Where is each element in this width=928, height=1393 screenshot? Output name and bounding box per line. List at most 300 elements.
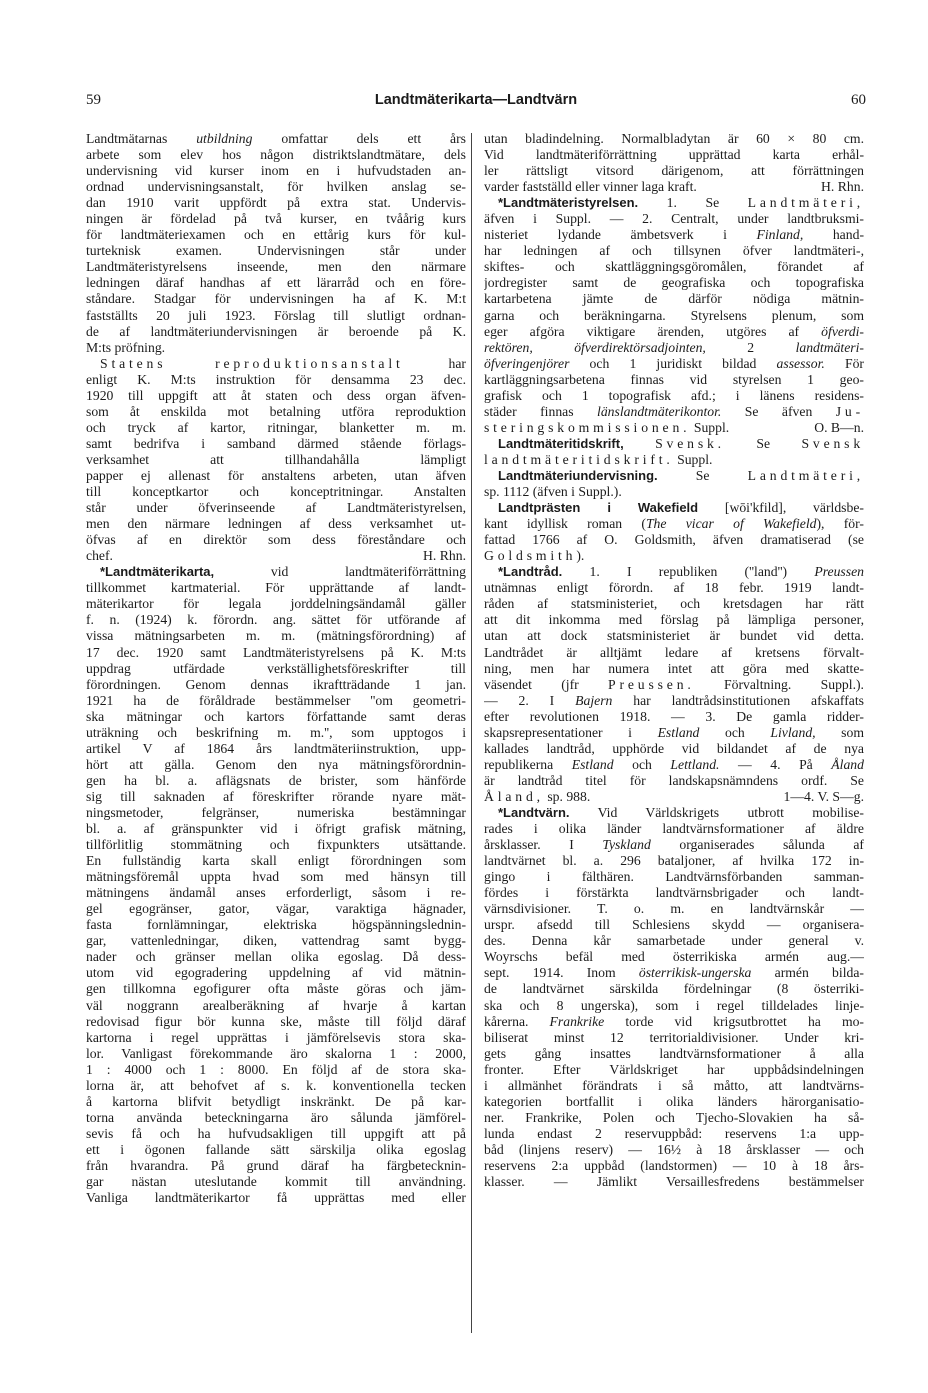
- text-line: [86, 147, 466, 163]
- entry-headword: Landtmäteriundervisning.: [498, 467, 658, 483]
- text-run: ler rättsligt vitsord därigenom, att förrättningen: [484, 163, 864, 179]
- text-run: — 2. I: [484, 692, 576, 708]
- text-line: [86, 420, 466, 436]
- text-run: artikel V af 1864 års landtmäteriinstruktion, upp-: [86, 740, 466, 756]
- text-run: 1. I republiken (''land''): [562, 564, 815, 580]
- text-run: sp. 988.: [543, 788, 591, 804]
- text-run: ).: [576, 548, 585, 564]
- text-run: urspr. afsedd till Schlesiens skydd — organisera-: [484, 917, 864, 933]
- text-line: [86, 677, 466, 693]
- text-run: de landtvärnet särskilda fördelningar (8 österriki-: [484, 981, 864, 997]
- text-run: 1—4. V. S—g.: [783, 788, 864, 804]
- text-line: [86, 933, 466, 949]
- text-run: [624, 436, 655, 451]
- text-run: båd (linjens reserv) — 16½ à 18 årsklasser — och: [484, 1141, 864, 1157]
- text-line: [484, 211, 864, 227]
- text-run: 2: [705, 339, 796, 355]
- text-run: Estland: [657, 724, 700, 740]
- text-run: Landtmäteri,: [747, 195, 864, 211]
- text-run: grafisk och 1 topografisk afd.; i länens residens-: [484, 387, 864, 403]
- text-run: kant idyllisk roman (: [484, 516, 646, 532]
- text-run: ståndare. Stadgar för undervisningen ha af K. M:t: [86, 291, 466, 307]
- text-run: Vid landtmäteriförrättning upprättad karta erhål-: [484, 147, 864, 163]
- text-run: rektören, öfverdirektörsadjointen,: [484, 339, 706, 355]
- text-run: redovisad figur bör kunna ske, måste till följd däraf: [86, 1013, 466, 1029]
- text-line: [484, 500, 864, 516]
- text-line: [86, 163, 466, 179]
- text-line: [86, 853, 466, 869]
- text-run: des. Denna kår samarbetade under general v.: [484, 933, 864, 949]
- text-line: [86, 195, 466, 211]
- text-run: gets gång insattes landtvärnsformationer å alla: [484, 1045, 864, 1061]
- text-run: Vid Världskrigets utbrott mobilise-: [569, 804, 864, 820]
- text-line: [484, 869, 864, 885]
- text-line: [484, 741, 864, 757]
- text-line: [484, 981, 864, 997]
- text-line: [484, 933, 864, 949]
- text-run: gel egogränser, gator, vägar, varaktiga hägnader,: [86, 901, 466, 917]
- text-run: fastställts 20 juli 1923. Förslag till slutligt ordnan-: [86, 307, 466, 323]
- text-run: Finland,: [756, 227, 804, 243]
- text-line: [86, 949, 466, 965]
- text-run: ), för-: [816, 516, 864, 532]
- text-line: [484, 404, 864, 420]
- text-run: O. B—n.: [814, 419, 864, 435]
- text-line: [86, 773, 466, 789]
- text-run: undervisning vid kurser inom en i hufvudstaden an-: [86, 163, 466, 179]
- left-column: [86, 131, 466, 1206]
- text-line: [484, 998, 864, 1014]
- text-run: kårerna.: [484, 1013, 550, 1029]
- page-number-right: 60: [851, 92, 866, 108]
- text-line: [86, 917, 466, 933]
- text-line: [484, 709, 864, 725]
- text-run: Woyrschs befäl med österrikiska armén aug.—: [484, 949, 864, 965]
- text-run: ska och 8 ungerska), som i regel tilldelades linje-: [484, 997, 864, 1013]
- text-line: [484, 356, 864, 372]
- text-run: att dit inkomma med förslag på lämpliga personer,: [484, 612, 864, 628]
- text-run: 1 : 4000 och 1 : 8000. En följd af de stora ska-: [86, 1061, 466, 1077]
- text-run: eger afgöra viktigare ärenden, utgöres af: [484, 323, 822, 339]
- text-run: skiftes- och skattläggningsgöromålen, förandet af: [484, 259, 864, 275]
- text-line: [484, 291, 864, 307]
- text-line: [86, 179, 466, 195]
- text-line: [86, 645, 466, 661]
- text-line: [86, 340, 466, 356]
- text-run: lor. Vanligast förekommande äro skalorna 1 : 2000,: [86, 1045, 466, 1061]
- text-run: verksamhet att tillhandahålla lämpligt: [86, 451, 466, 467]
- text-line: [86, 211, 466, 227]
- text-run: H. Rhn.: [821, 179, 864, 195]
- text-run: länslandtmäterikontor.: [597, 403, 722, 419]
- text-run: kallades landtråd, upphörde vid bildandet af de nya: [484, 740, 864, 756]
- text-run: utbildning: [196, 131, 253, 146]
- text-line: [86, 1030, 466, 1046]
- text-line: [86, 324, 466, 340]
- text-run: Landtrådet är alltjämt ledare af kretsens förvalt-: [484, 644, 864, 660]
- column-rule: [471, 133, 472, 1333]
- text-run: mäterikartor för legala jorddelningsändamål gäller: [86, 596, 466, 612]
- text-run: råden af statsministeriet, och kretsdagen har rätt: [484, 596, 864, 612]
- text-line: [86, 821, 466, 837]
- text-run: å kartorna blifvit betydligt inskränkt. De på kar-: [86, 1093, 466, 1109]
- text-line: [86, 741, 466, 757]
- text-line: [484, 420, 864, 436]
- text-run: ningsmetoder, felgränser, numeriska bestämningar: [86, 804, 466, 820]
- text-run: [wōi'kfild], världsbe-: [698, 500, 864, 516]
- text-run: ordnad undervisningsanstalt, för hvilken anslag se-: [86, 179, 466, 195]
- text-line: [86, 661, 466, 677]
- text-line: [86, 901, 466, 917]
- text-run: Statens reproduktionsanstalt: [100, 355, 404, 371]
- text-run: lunda endast 2 reservuppbåd: reservens 1:a upp-: [484, 1125, 864, 1141]
- text-line: [86, 516, 466, 532]
- entry-headword: *Landtmäteristyrelsen.: [498, 195, 639, 211]
- text-line: [86, 564, 466, 580]
- text-run: torna använda beteckningarna äro sålunda jämförel-: [86, 1109, 466, 1125]
- text-line: [484, 548, 864, 564]
- text-line: [86, 981, 466, 997]
- text-line: [484, 885, 864, 901]
- text-line: [484, 1094, 864, 1110]
- text-run: vid landtmäteriförrättning: [214, 564, 466, 580]
- text-line: [484, 468, 864, 484]
- text-run: Suppl.: [673, 451, 713, 467]
- text-run: tillkommet kartmaterial. För upprättande af landt-: [86, 580, 466, 596]
- text-line: [86, 1190, 466, 1206]
- text-line: [484, 1126, 864, 1142]
- text-run: Se: [657, 467, 748, 483]
- text-run: nisteriet lydande ämbetsverk i: [484, 227, 757, 243]
- text-run: de af landtmäteriundervisningen är beroende på K.: [86, 323, 466, 339]
- text-run: äfven i Suppl. — 2. Centralt, under landtbruksmi-: [484, 211, 864, 227]
- text-line: [484, 645, 864, 661]
- text-line: [86, 869, 466, 885]
- text-run: uppdrag utfärdade verkställighetsföreskrifter till: [86, 660, 466, 676]
- text-run: Vanliga landtmäterikartor få upprättas med eller: [86, 1190, 466, 1206]
- text-line: [484, 1174, 864, 1190]
- text-line: [484, 372, 864, 388]
- text-run: kartläggningsarbetena finnas vid styrelsen 1 geo-: [484, 371, 864, 387]
- text-line: [86, 596, 466, 612]
- text-line: [86, 275, 466, 291]
- text-line: [86, 404, 466, 420]
- text-line: [86, 372, 466, 388]
- text-line: [86, 532, 466, 548]
- text-run: organiserades sålunda af: [650, 837, 864, 853]
- text-line: [86, 308, 466, 324]
- text-run: och tryck af kartor, ritningar, blanketter m. m.: [86, 419, 466, 435]
- text-run: enligt K. M:ts instruktion för densamma 23 dec.: [86, 371, 466, 387]
- text-run: uträkning och beskrifning m. m.'', som upptogos i: [86, 724, 466, 740]
- text-run: Se äfven: [721, 403, 836, 419]
- text-run: ner. Frankrike, Polen och Tjecho-Slovakien ha så-: [484, 1109, 864, 1125]
- text-run: För: [824, 355, 864, 371]
- text-line: [484, 628, 864, 644]
- text-run: Landtmätarnas: [86, 131, 197, 146]
- text-run: öfvas af en direktör som dess föreståndare och: [86, 532, 466, 548]
- text-line: [86, 1046, 466, 1062]
- text-line: [86, 965, 466, 981]
- text-line: [484, 596, 864, 612]
- text-line: [86, 1126, 466, 1142]
- text-run: Förvaltning. Suppl.).: [694, 676, 864, 692]
- text-run: Se: [724, 435, 802, 451]
- text-line: [86, 837, 466, 853]
- page-number-left: 59: [86, 92, 101, 108]
- text-run: men den närmare ledningen af dess verksamhet ut-: [86, 516, 466, 532]
- text-run: The vicar of Wakefield: [645, 516, 817, 532]
- text-run: öfveringenjörer: [484, 355, 570, 371]
- text-run: Ju-: [835, 403, 864, 419]
- text-run: ningen är fördelad på två kurser, en tvåårig kurs: [86, 211, 466, 227]
- text-run: assessor.: [776, 355, 825, 371]
- text-run: utan bladindelning. Normalbladytan är 60 × 80 cm.: [484, 131, 864, 146]
- text-line: [484, 1142, 864, 1158]
- text-line: [86, 1158, 466, 1174]
- text-run: mätningens ändamål anses erforderligt, såsom i re-: [86, 885, 466, 901]
- text-line: [86, 709, 466, 725]
- text-run: turteknisk examen. Undervisningen står under: [86, 243, 466, 259]
- text-line: [484, 179, 864, 195]
- text-line: [484, 949, 864, 965]
- text-line: [86, 436, 466, 452]
- text-line: [86, 1062, 466, 1078]
- entry-headword: *Landtråd.: [498, 564, 563, 580]
- text-line: [484, 677, 864, 693]
- text-run: står under öfverinseende af Landtmäteristyrelsen,: [86, 500, 466, 516]
- text-run: hand-: [803, 227, 864, 243]
- text-run: utnämnas enligt förordn. af 18 febr. 1919 landt-: [484, 580, 864, 596]
- text-run: väsendet (jfr: [484, 676, 609, 692]
- text-run: garna och beräkningarna. Styrelsens plenum, som: [484, 307, 864, 323]
- text-line: [86, 580, 466, 596]
- text-run: sevis få och ha hufvudsakligen till uppgift att på: [86, 1125, 466, 1141]
- text-run: Livland,: [770, 724, 816, 740]
- right-column: [484, 131, 864, 1190]
- text-run: värnsdivisioner. T. o. m. en landtvärnskår —: [484, 901, 864, 917]
- text-run: hört att gälla. Genom den nya mätningsförordnin-: [86, 756, 466, 772]
- text-line: [86, 1174, 466, 1190]
- text-line: [86, 468, 466, 484]
- entry-headword: *Landtmäterikarta,: [100, 564, 215, 580]
- text-line: [86, 725, 466, 741]
- text-run: gen ha bl. a. aflägsnats de brister, som hänförde: [86, 772, 466, 788]
- text-run: från hvarandra. På grund däraf ha färgbetecknin-: [86, 1158, 466, 1173]
- text-run: papper ej allenast för anstaltens arbeten, utan äfven: [86, 467, 466, 483]
- text-run: kartarbetena jämte de därför nödiga mätnin-: [484, 291, 864, 307]
- text-run: skapsrepresentationer i: [484, 724, 658, 740]
- text-run: landtmäteri-: [795, 339, 864, 355]
- text-line: [484, 901, 864, 917]
- text-line: [86, 628, 466, 644]
- text-run: rades i olika länder landtvärnsformationer af äldre: [484, 821, 864, 837]
- text-line: [484, 452, 864, 468]
- text-run: armén bilda-: [751, 965, 864, 981]
- text-line: [484, 1046, 864, 1062]
- text-run: gen tillkomna egofigurer ofta måste göras och jäm-: [86, 981, 466, 997]
- text-line: [86, 131, 466, 147]
- text-run: fördes i förstärkta landtvärnsbrigader och landt-: [484, 885, 864, 901]
- text-line: [484, 821, 864, 837]
- text-run: — 4. På: [719, 756, 832, 772]
- text-line: [484, 436, 864, 452]
- text-run: jordregister samt de geografiska och topografiska: [484, 275, 864, 291]
- text-line: [484, 757, 864, 773]
- text-run: och: [613, 756, 671, 772]
- text-run: landtmäteritidskrift.: [484, 451, 674, 467]
- text-run: har landtrådsinstitutionen afskaffats: [612, 692, 864, 708]
- text-line: [484, 725, 864, 741]
- text-run: 1921 ha de föråldrade bestämmelser ''om geometri-: [86, 692, 466, 708]
- text-line: [484, 1078, 864, 1094]
- text-run: som åt enskilda mot betalning utföra reproduktion: [86, 403, 466, 419]
- text-run: Åland: [831, 756, 864, 772]
- text-run: Frankrike: [549, 1013, 605, 1029]
- text-line: [484, 564, 864, 580]
- text-line: [86, 1094, 466, 1110]
- text-run: till konceptkartor och konceptritningar. Anstalten: [86, 484, 466, 500]
- text-line: [86, 291, 466, 307]
- text-run: är landtråd titel för landskapsnämndens ordf. Se: [484, 772, 864, 788]
- text-run: 1920 till uppgift att åt staten och dess organ äfven-: [86, 387, 466, 403]
- text-line: [484, 853, 864, 869]
- text-run: kategorien bortfallit i olika länders härorganisatio-: [484, 1093, 864, 1109]
- text-line: [484, 308, 864, 324]
- text-run: M:ts pröfning.: [86, 339, 166, 355]
- text-line: [484, 227, 864, 243]
- text-run: omfattar dels ett års: [252, 131, 466, 146]
- text-run: torde vid krigsutbrottet ha mo-: [604, 1013, 864, 1029]
- text-line: [484, 965, 864, 981]
- text-run: Landtmäteristyrelsens inseende, men den närmare: [86, 259, 466, 275]
- text-run: arbete som elev hos någon distriktslandtmätare, dels: [86, 147, 466, 163]
- text-line: [484, 580, 864, 596]
- text-run: efter revolutionen 1918. — 3. De gamla ridder-: [484, 708, 864, 724]
- text-run: ning, men har numera intet att göra med skatte-: [484, 660, 864, 676]
- text-run: fattad 1766 af O. Goldsmith, äfven dramatiserad (se: [484, 532, 864, 548]
- text-line: [86, 998, 466, 1014]
- text-run: gingo i fälthären. Landtvärnsförbanden samman-: [484, 869, 864, 885]
- text-line: [484, 1110, 864, 1126]
- text-run: som: [815, 724, 864, 740]
- text-run: årsklasser. I: [484, 837, 603, 853]
- text-run: vissa mätningsarbeten m. m. (mätningsförordning) af: [86, 628, 466, 644]
- text-line: [484, 163, 864, 179]
- text-run: Tyskland: [602, 837, 651, 853]
- text-line: [86, 693, 466, 709]
- text-run: Svensk: [801, 435, 864, 451]
- text-line: [484, 532, 864, 548]
- text-run: mätningsföremål uppta hvad som med hänsyn till: [86, 869, 466, 885]
- text-run: reservens 2:a uppbåd (landstormen) — 10 à 18 års-: [484, 1158, 864, 1173]
- text-run: gar, vattenledningar, diken, vattendrag samt bygg-: [86, 933, 466, 949]
- text-run: Åland,: [484, 788, 544, 804]
- text-line: [86, 388, 466, 404]
- text-run: öfverdi-: [821, 323, 864, 339]
- text-line: [484, 773, 864, 789]
- text-line: [484, 1158, 864, 1174]
- text-run: fronter. Efter Världskriget har uppbådsindelningen: [484, 1061, 864, 1077]
- text-run: förordningen. Genom dennas ikraftträdande 1 jan.: [86, 676, 466, 692]
- text-line: [484, 131, 864, 147]
- text-line: [86, 243, 466, 259]
- text-line: [484, 340, 864, 356]
- text-run: 1. Se: [638, 195, 748, 211]
- text-run: ledningen däraf handhas af ett lärarråd och en före-: [86, 275, 466, 291]
- text-line: [484, 388, 864, 404]
- text-run: väl noggrann arealberäkning af hvarje å kartan: [86, 997, 466, 1013]
- text-line: [484, 243, 864, 259]
- text-run: österrikisk-ungerska: [638, 965, 752, 981]
- text-line: [86, 1014, 466, 1030]
- text-run: sept. 1914. Inom: [484, 965, 639, 981]
- text-run: Estland: [571, 756, 614, 772]
- text-line: [86, 789, 466, 805]
- text-run: kartorna i regel upprättas i jämförelsevis stora ska-: [86, 1029, 466, 1045]
- text-line: [484, 147, 864, 163]
- text-line: [86, 1110, 466, 1126]
- text-run: samt bedrifva i samband därmed stående förlags-: [86, 435, 466, 451]
- text-run: Preussen: [814, 564, 864, 580]
- text-run: landtvärnet bl. a. 296 bataljoner, af hvilka 172 in-: [484, 853, 864, 869]
- running-title: Landtmäterikarta—Landtvärn: [374, 92, 578, 108]
- text-line: [86, 259, 466, 275]
- text-line: [86, 452, 466, 468]
- text-line: [86, 356, 466, 372]
- text-run: En fullständig karta skall enligt förordningen som: [86, 853, 466, 869]
- text-run: 17 dec. 1920 samt Landtmäteristyrelsens på K. M:ts: [86, 644, 466, 660]
- text-run: Suppl.: [690, 419, 730, 435]
- text-line: [484, 484, 864, 500]
- text-line: [86, 227, 466, 243]
- text-run: fasta fornlämningar, elektriska högspänningslednin-: [86, 917, 466, 933]
- text-run: Preussen.: [608, 676, 695, 692]
- text-run: f. n. (1924) k. förordn. ang. sättet för utförande af: [86, 612, 466, 628]
- entry-headword: *Landtvärn.: [498, 804, 570, 820]
- page-header: [86, 92, 866, 114]
- text-run: Landtmäteri,: [747, 467, 864, 483]
- entry-headword: Landtprästen i Wakefield: [498, 500, 699, 516]
- text-line: [484, 917, 864, 933]
- text-run: ska mätningar och kartors författande samt deras: [86, 708, 466, 724]
- text-line: [484, 1062, 864, 1078]
- entry-headword: Landtmäteritidskrift,: [498, 435, 624, 451]
- text-line: [484, 612, 864, 628]
- text-line: [86, 500, 466, 516]
- text-line: [484, 789, 864, 805]
- text-run: utom vid egogradering uppdelning af vid mätnin-: [86, 965, 466, 981]
- text-run: republikerna: [484, 756, 572, 772]
- text-run: biliserat minst 12 territorialdivisioner. Under kri-: [484, 1029, 864, 1045]
- text-run: ett i ögonen fallande sätt särskilja olika egoslag: [86, 1141, 466, 1157]
- text-run: H. Rhn.: [423, 548, 466, 564]
- text-run: varder fastställd eller vinner laga kraft.: [484, 179, 697, 195]
- text-line: [484, 1030, 864, 1046]
- text-line: [86, 757, 466, 773]
- text-run: sp. 1112 (äfven i Suppl.).: [484, 484, 622, 500]
- text-line: [484, 661, 864, 677]
- text-line: [484, 805, 864, 821]
- text-run: Goldsmith: [484, 548, 577, 564]
- text-line: [484, 195, 864, 211]
- text-line: [484, 275, 864, 291]
- text-run: sig till saknaden af föreskrifter rörande nyare mät-: [86, 788, 466, 804]
- text-line: [86, 885, 466, 901]
- text-run: tillförlitlig stommätning och fixpunkters utsättande.: [86, 837, 466, 853]
- text-line: [484, 259, 864, 275]
- text-run: städer finnas: [484, 403, 598, 419]
